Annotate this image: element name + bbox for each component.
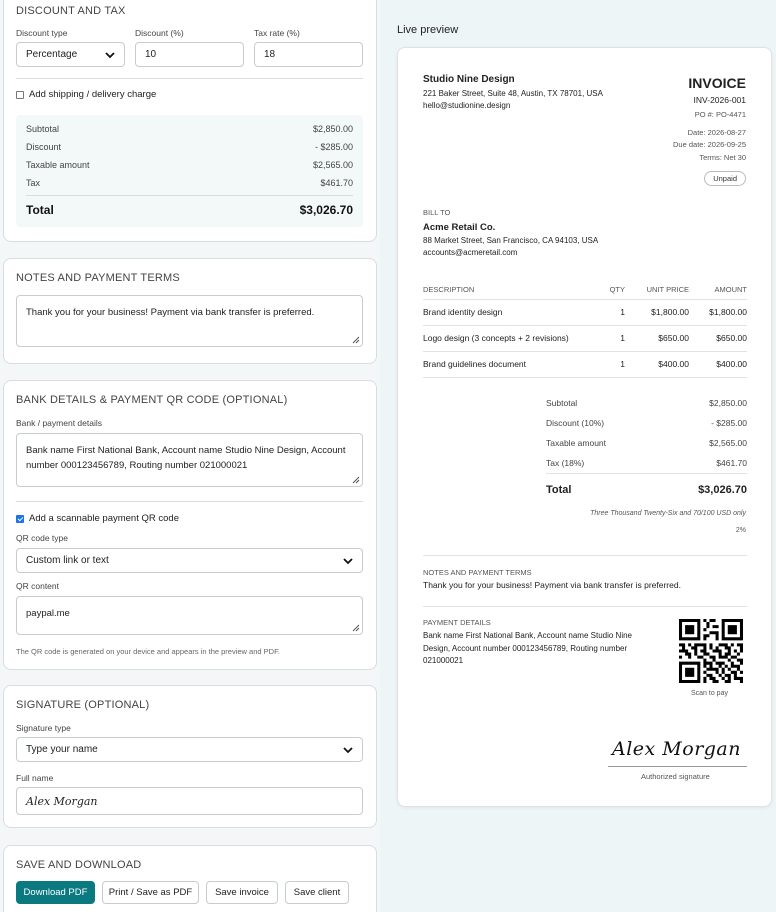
- signature-image: Alex Morgan: [612, 738, 741, 760]
- company-address: 221 Baker Street, Suite 48, Austin, TX 78701, USA: [423, 89, 603, 98]
- po-number: PO #: PO-4471: [694, 110, 746, 119]
- section-title: NOTES AND PAYMENT TERMS: [16, 272, 180, 284]
- section-title: DISCOUNT AND TAX: [16, 5, 126, 17]
- qr-content-textarea[interactable]: [16, 596, 363, 635]
- chevron-down-icon: [342, 744, 354, 756]
- divider: [423, 299, 747, 300]
- scan-to-pay-label: Scan to pay: [691, 690, 728, 697]
- payment-qr-code: [679, 619, 743, 683]
- status-badge: Unpaid: [704, 171, 746, 186]
- payment-label: PAYMENT DETAILS: [423, 618, 491, 627]
- divider: [423, 377, 747, 378]
- tax-rate-input[interactable]: 18: [254, 42, 363, 67]
- qr-type-select[interactable]: [16, 548, 363, 573]
- resize-grip-icon: [352, 476, 360, 484]
- bank-card: [3, 380, 377, 670]
- divider: [16, 78, 363, 79]
- qr-checkbox-label: Add a scannable payment QR code: [29, 513, 179, 524]
- client-name: Acme Retail Co.: [423, 222, 496, 233]
- summary-tax: Tax $461.70: [26, 178, 353, 188]
- amount-in-words: Three Thousand Twenty-Six and 70/100 USD only: [590, 510, 746, 517]
- section-title: SIGNATURE (OPTIONAL): [16, 699, 150, 711]
- divider: [423, 555, 747, 556]
- summary-taxable: Taxable amount $2,565.00: [26, 160, 353, 170]
- qr-checkbox[interactable]: [16, 515, 24, 523]
- percent-note: 2%: [735, 527, 746, 534]
- bank-details-label: Bank / payment details: [16, 418, 102, 428]
- terms: Terms: Net 30: [699, 153, 746, 162]
- print-button[interactable]: Print / Save as PDF: [102, 881, 199, 904]
- col-amount: AMOUNT: [714, 285, 747, 294]
- notes-label: NOTES AND PAYMENT TERMS: [423, 568, 532, 577]
- download-pdf-button[interactable]: Download PDF: [16, 881, 95, 904]
- section-title: SAVE AND DOWNLOAD: [16, 859, 142, 871]
- notes-value: Thank you for your business! Payment via bank transfer is preferred.: [423, 580, 681, 590]
- divider: [16, 501, 363, 502]
- qr-type-label: QR code type: [16, 533, 68, 543]
- discount-type-value: Percentage: [26, 49, 78, 60]
- discount-type-label: Discount type: [16, 28, 68, 38]
- preview-heading: Live preview: [397, 24, 459, 36]
- invoice-date: Date: 2026-08-27: [687, 128, 746, 137]
- save-invoice-button[interactable]: Save invoice: [206, 881, 278, 904]
- full-name-value: Alex Morgan: [26, 795, 98, 808]
- discount-pct-label: Discount (%): [135, 28, 184, 38]
- resize-grip-icon: [352, 336, 360, 344]
- bank-details-textarea[interactable]: [16, 433, 363, 487]
- save-client-button[interactable]: Save client: [285, 881, 349, 904]
- divider: [26, 195, 353, 196]
- col-description: DESCRIPTION: [423, 285, 475, 294]
- invoice-title: INVOICE: [688, 75, 746, 91]
- qr-type-value: Custom link or text: [26, 555, 109, 566]
- divider: [423, 351, 747, 352]
- full-name-label: Full name: [16, 773, 54, 783]
- company-name: Studio Nine Design: [423, 74, 515, 85]
- chevron-down-icon: [104, 49, 116, 61]
- signature-caption: Authorized signature: [641, 772, 710, 781]
- qr-hint: The QR code is generated on your device and appears in the preview and PDF.: [16, 647, 280, 656]
- divider: [546, 473, 747, 474]
- tax-rate-label: Tax rate (%): [254, 28, 300, 38]
- signature-card: [3, 685, 377, 828]
- company-email: hello@studionine.design: [423, 101, 511, 110]
- bank-details-value: Bank name First National Bank, Account name Studio Nine Design, Account number 000123456789, Routing number 021000021: [26, 445, 346, 471]
- summary-subtotal: Subtotal $2,850.00: [26, 124, 353, 134]
- discount-tax-card: [3, 0, 377, 242]
- bill-to-label: BILL TO: [423, 208, 451, 217]
- signature-type-value: Type your name: [26, 744, 98, 755]
- signature-line: [608, 766, 747, 767]
- divider: [423, 606, 747, 607]
- invoice-number: INV-2026-001: [693, 95, 746, 105]
- notes-card: [3, 258, 377, 364]
- resize-grip-icon: [352, 624, 360, 632]
- save-card: [3, 845, 377, 912]
- summary-total: Total $3,026.70: [26, 203, 353, 217]
- client-email: accounts@acmeretail.com: [423, 248, 518, 257]
- notes-textarea[interactable]: [16, 295, 363, 347]
- col-unit-price: UNIT PRICE: [646, 285, 689, 294]
- discount-pct-input[interactable]: 10: [135, 42, 244, 67]
- shipping-checkbox[interactable]: [16, 91, 24, 99]
- qr-content-value: paypal.me: [26, 608, 70, 619]
- signature-type-select[interactable]: [16, 737, 363, 762]
- due-date: Due date: 2026-09-25: [673, 140, 746, 149]
- chevron-down-icon: [342, 555, 354, 567]
- full-name-input[interactable]: [16, 787, 363, 815]
- notes-value: Thank you for your business! Payment via bank transfer is preferred.: [26, 307, 315, 318]
- col-qty: QTY: [609, 285, 625, 294]
- invoice-preview: Studio Nine Design 221 Baker Street, Suite 48, Austin, TX 78701, USA hello@studionine.design INVOICE INV-2026-001 PO #: PO-4471 Date: 2026-08-27 Due date: 2026-09-25 Terms: Net 30 Unpaid BILL TO Acme Retail Co. 88 Market Street, San Francisco, CA 94103, USA accounts@acmeretail.com DESCRIPTION QTY UNIT PRICE AMOUNT Brand identity design 1 $1,800.00 $1,800.00 Logo design (3 concepts + 2 revisions) 1 $650.00 $650.00 Brand guidelines document 1 $400.00 $400.00 Subtotal $2,850.00 Discount (10%) - $285.00 Taxable amount $2,565.00 Tax (18%) $461.70 Total $3,026.70 Three Thousand Twenty-Six and 70/100 USD only 2% NOTES AND PAYMENT TERMS Thank you for your business! Payment via bank transfer is preferred. PAYMENT DETAILS Bank name First National Bank, Account name Studio Nine Design, Account number 000123456789, Routing number 021000021 Scan to pay Alex Morgan Authorized signature: [397, 47, 772, 807]
- divider: [423, 325, 747, 326]
- signature-type-label: Signature type: [16, 723, 71, 733]
- client-address: 88 Market Street, San Francisco, CA 94103, USA: [423, 236, 599, 245]
- discount-type-select[interactable]: [16, 42, 125, 67]
- shipping-label: Add shipping / delivery charge: [29, 89, 157, 100]
- summary-box: [16, 115, 363, 227]
- payment-value: Bank name First National Bank, Account name Studio Nine Design, Account number 000123456789, Routing number 021000021: [423, 631, 632, 665]
- section-title: BANK DETAILS & PAYMENT QR CODE (OPTIONAL): [16, 394, 288, 406]
- qr-content-label: QR content: [16, 581, 59, 591]
- editor-panel: [0, 0, 380, 912]
- summary-discount: Discount - $285.00: [26, 142, 353, 152]
